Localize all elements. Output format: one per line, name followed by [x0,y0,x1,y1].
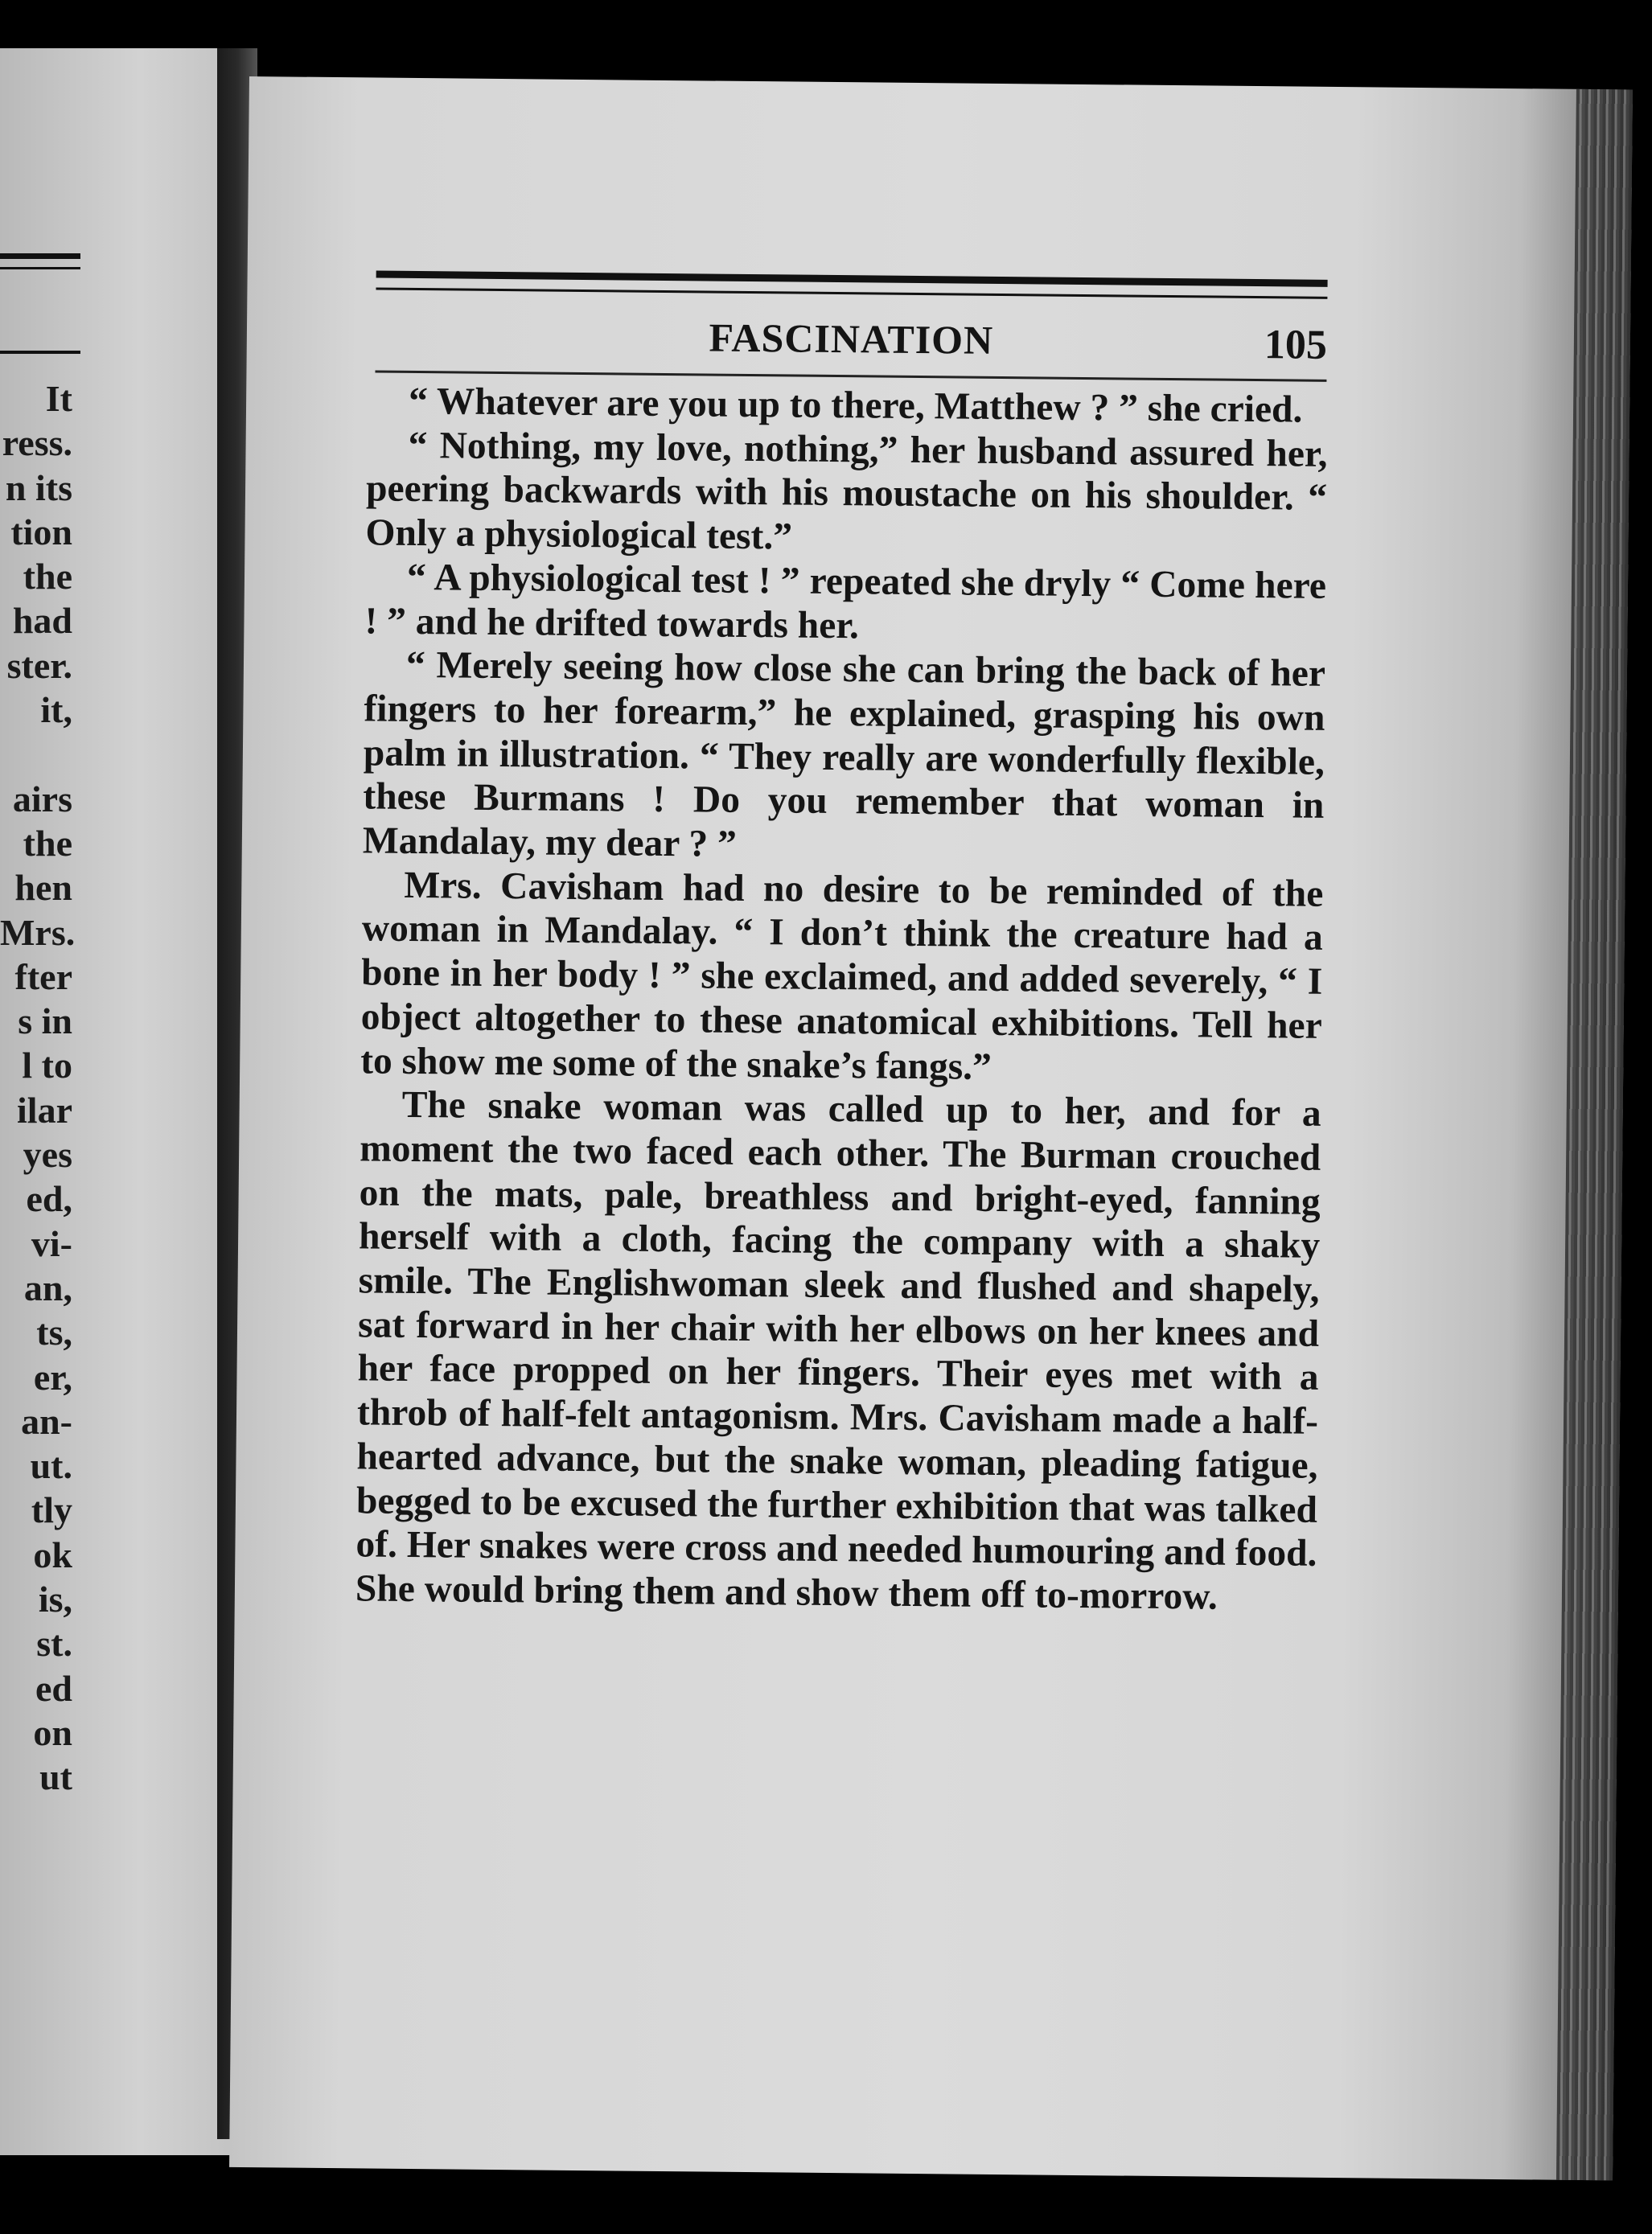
facing-line: ut [39,1756,72,1798]
facing-line: tion [10,511,72,552]
facing-line: ed [35,1667,72,1709]
facing-line: st. [36,1623,72,1665]
facing-line: the [23,822,72,864]
running-title: FASCINATION [709,314,994,363]
facing-line: the [23,556,72,598]
paragraph: The snake woman was called up to her, and for a moment the two faced each other. The Burman crouched on the mats, pale, breathless and bright-eyed, fanning herself with a cloth, facing the company with a shaky smile. The Englishwoman sleek and flushed and shapely, sat forward in her chair with her elbows on her knees and her face propped on her fingers. Their eyes met with a throb of half-felt antagonism. Mrs. Cavisham made a half-hearted advance, but the snake woman, pleading fatigue, begged to be excused the further exhibition that was talked of. Her snakes were cross and needed humouring and food. She would bring them and show them off to-morrow. [355,1084,1321,1618]
paragraph: “ A physiological test ! ” repeated she dryly “ Come here ! ” and he drifted towards her. [364,556,1327,647]
book-page [229,76,1633,2180]
facing-line: ster. [6,644,72,686]
facing-line: n its [5,466,72,508]
facing-line: er, [33,1356,72,1398]
facing-line: It [45,378,72,419]
paragraph: “ Nothing, my love, nothing,” her husband assured her, peering backwards with his moustache on his shoulder. “ Only a physiological test.” [365,424,1328,558]
facing-line: an- [21,1400,72,1442]
paragraph: “ Whatever are you up to there, Matthew ? ” she cried. [408,380,1303,431]
facing-page-rule [0,351,80,354]
facing-line: ed, [26,1178,72,1220]
facing-page-text [0,376,76,1800]
facing-line: tly [31,1489,72,1531]
paragraph: “ Merely seeing how close she can bring the back of her fingers to her forearm,” he explained, grasping his own palm in illustration. “ They really are wonderfully flexible, these Burmans ! Do you remember that woman in Mandalay, my dear ? ” [362,644,1326,865]
facing-line: fter [14,955,72,997]
facing-line: ress. [2,422,72,464]
facing-line: s in [18,1000,72,1042]
running-head [376,311,1328,368]
facing-line: is, [38,1579,72,1620]
facing-line: an, [23,1267,72,1308]
facing-line: ilar [17,1089,72,1131]
facing-line: it, [40,689,72,731]
header-rule [376,271,1328,287]
page-number: 105 [1264,322,1328,368]
paragraph: Mrs. Cavisham had no desire to be reminded of the woman in Mandalay. “ I don’t think the creature had a bone in her body ! ” she exclaimed, and added severely, “ I object altogether to these anatomical exhibitions. Tell her to show me some of the snake’s fangs.” [360,864,1324,1088]
facing-page [0,48,233,2155]
facing-line: ok [33,1534,72,1575]
facing-line: vi- [31,1222,72,1264]
facing-line: yes [23,1134,72,1176]
facing-line: on [33,1711,72,1753]
facing-line [0,732,72,776]
facing-line: airs [12,778,72,819]
body-text [355,379,1329,1620]
facing-line: ut. [30,1445,72,1487]
facing-page-rule [0,267,80,269]
facing-line: had [12,600,72,642]
facing-line: Mrs. [0,911,76,953]
facing-line: ts, [36,1312,72,1353]
facing-page-rule [0,253,80,259]
page-edge [1556,89,1633,2181]
facing-line: l to [22,1045,72,1086]
header-rule [376,288,1327,299]
facing-line: hen [14,867,72,909]
